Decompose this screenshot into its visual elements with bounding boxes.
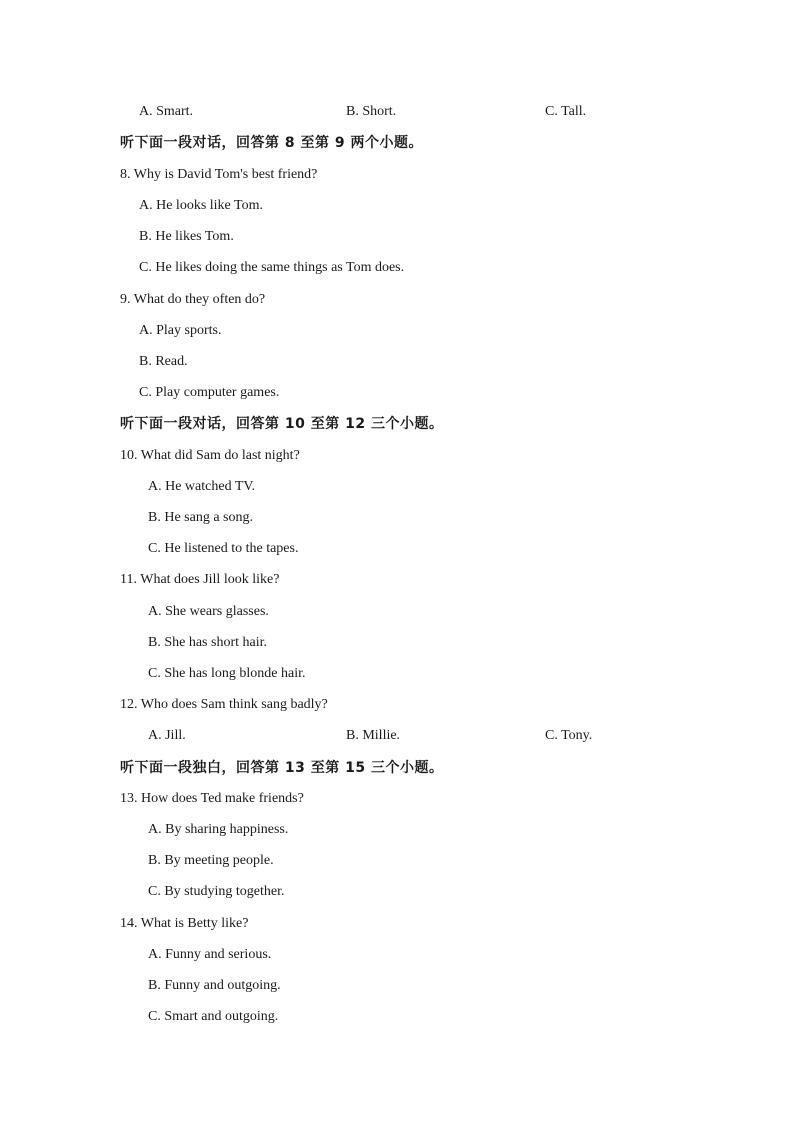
question-14: 14. What is Betty like?	[120, 916, 249, 931]
question-12: 12. Who does Sam think sang badly?	[120, 697, 328, 712]
q10-option-b: B. He sang a song.	[148, 510, 253, 525]
q10-option-c: C. He listened to the tapes.	[148, 541, 299, 556]
section-heading-3: 听下面一段独白，回答第 13 至第 15 三个小题。	[120, 760, 444, 776]
section-heading-2: 听下面一段对话，回答第 10 至第 12 三个小题。	[120, 416, 444, 432]
q9-option-b: B. Read.	[139, 354, 188, 369]
q14-option-c: C. Smart and outgoing.	[148, 1009, 279, 1024]
question-10: 10. What did Sam do last night?	[120, 448, 300, 463]
q9-option-c: C. Play computer games.	[139, 385, 280, 400]
q11-option-b: B. She has short hair.	[148, 635, 267, 650]
q7-option-c: C. Tall.	[545, 104, 587, 119]
q11-option-a: A. She wears glasses.	[148, 604, 269, 619]
question-11: 11. What does Jill look like?	[120, 572, 280, 587]
q7-option-a: A. Smart.	[139, 104, 194, 119]
q11-option-c: C. She has long blonde hair.	[148, 666, 306, 681]
q12-option-c: C. Tony.	[545, 728, 593, 743]
q10-option-a: A. He watched TV.	[148, 479, 256, 494]
q14-option-b: B. Funny and outgoing.	[148, 978, 281, 993]
q8-option-a: A. He looks like Tom.	[139, 198, 263, 213]
q8-option-c: C. He likes doing the same things as Tom does.	[139, 260, 405, 275]
q13-option-a: A. By sharing happiness.	[148, 822, 289, 837]
q12-option-b: B. Millie.	[346, 728, 401, 743]
q8-option-b: B. He likes Tom.	[139, 229, 234, 244]
q7-option-b: B. Short.	[346, 104, 397, 119]
q14-option-a: A. Funny and serious.	[148, 947, 272, 962]
q12-option-a: A. Jill.	[148, 728, 186, 743]
q13-option-c: C. By studying together.	[148, 884, 285, 899]
question-8: 8. Why is David Tom's best friend?	[120, 167, 318, 182]
question-9: 9. What do they often do?	[120, 292, 266, 307]
question-13: 13. How does Ted make friends?	[120, 791, 304, 806]
q13-option-b: B. By meeting people.	[148, 853, 274, 868]
q9-option-a: A. Play sports.	[139, 323, 222, 338]
section-heading-1: 听下面一段对话，回答第 8 至第 9 两个小题。	[120, 135, 423, 151]
